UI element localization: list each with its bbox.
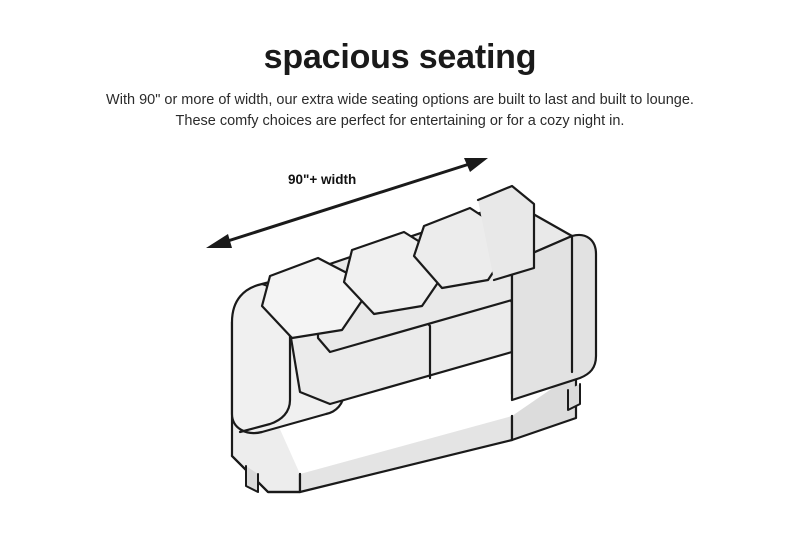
description-line-1: With 90" or more of width, our extra wide seating options are built to last and built to lounge. [106,92,694,108]
page-title: spacious seating [263,38,537,76]
dimension-label: 90"+ width [288,172,357,187]
description-line-2: These comfy choices are perfect for entertaining or for a cozy night in. [175,113,625,129]
